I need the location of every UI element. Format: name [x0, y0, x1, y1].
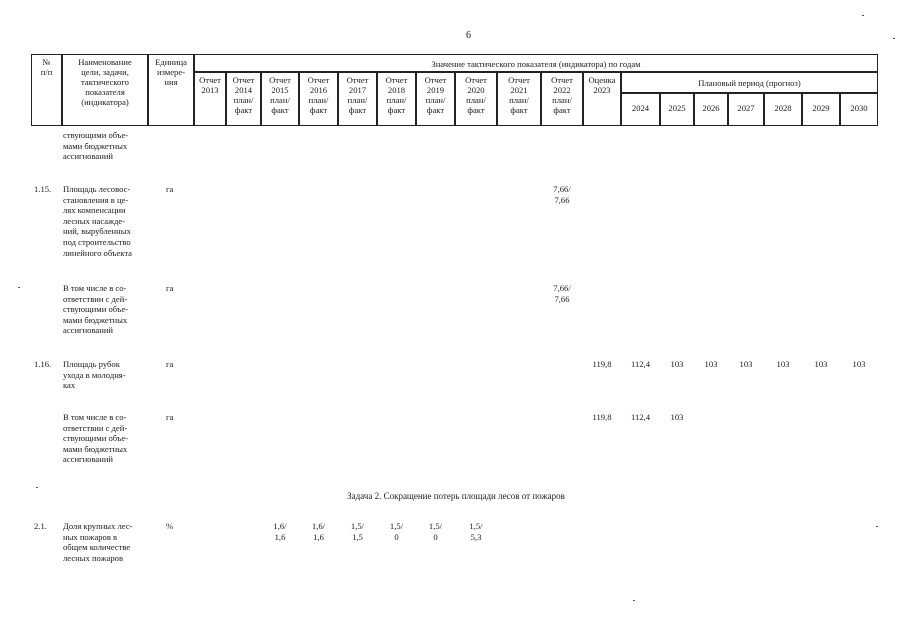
- header-report-2020: Отчет 2020 план/ факт: [455, 72, 497, 126]
- header-plan-2027: 2027: [728, 93, 764, 126]
- header-plan-2028: 2028: [764, 93, 802, 126]
- row-value-2017: 1,5/ 1,5: [350, 521, 365, 542]
- row-number: 1.16.: [34, 359, 52, 369]
- row-value-2025: 103: [670, 412, 684, 422]
- header-report-2022: Отчет 2022 план/ факт: [541, 72, 583, 126]
- header-report-2015: Отчет 2015 план/ факт: [261, 72, 299, 126]
- row-name: Площадь рубок ухода в молодня- ках: [63, 359, 126, 391]
- row-value-2018: 1,5/ 0: [389, 521, 404, 542]
- header-report-2021: Отчет 2021 план/ факт: [497, 72, 541, 126]
- row-value-2015: 1,6/ 1,6: [273, 521, 287, 542]
- row-name: Площадь лесовос- становления в це- лях компенсации лесных насажде- ний, вырубленных под строительство линейного объекта: [63, 184, 133, 258]
- header-report-2016: Отчет 2016 план/ факт: [299, 72, 338, 126]
- header-report-2013: Отчет 2013: [194, 72, 226, 126]
- scan-speck: [876, 526, 878, 527]
- scan-speck: [36, 487, 38, 488]
- row-unit: га: [166, 283, 174, 293]
- header-plan-2029: 2029: [802, 93, 840, 126]
- page-number: 6: [466, 30, 471, 41]
- header-col-unit: Единица измере- ния: [148, 54, 194, 126]
- row-unit: га: [166, 359, 174, 369]
- header-estimate-2023: Оценка 2023: [583, 72, 621, 126]
- row-name: ствующими объе- мами бюджетных ассигнований: [63, 130, 129, 162]
- row-value-2026: 103: [704, 359, 718, 369]
- row-number: 2.1.: [34, 521, 47, 531]
- header-report-2018: Отчет 2018 план/ факт: [377, 72, 416, 126]
- row-value-2025: 103: [670, 359, 684, 369]
- row-value-2023: 119,8: [592, 412, 612, 422]
- row-value-2022: 7,66/ 7,66: [553, 184, 571, 205]
- header-report-2019: Отчет 2019 план/ факт: [416, 72, 455, 126]
- task-title: Задача 2. Сокращение потерь площади лесов от пожаров: [347, 491, 565, 501]
- header-report-2017: Отчет 2017 план/ факт: [338, 72, 377, 126]
- row-value-2030: 103: [852, 359, 866, 369]
- header-col-number: № п/п: [31, 54, 62, 126]
- row-name: В том числе в со- ответствии с дей- ствующими объе- мами бюджетных ассигнований: [63, 412, 129, 465]
- scan-speck: [18, 287, 20, 288]
- row-value-2023: 119,8: [592, 359, 612, 369]
- row-unit: га: [166, 184, 174, 194]
- scan-speck: [862, 15, 864, 16]
- row-value-2029: 103: [814, 359, 828, 369]
- header-plan-title: Плановый период (прогноз): [621, 72, 878, 93]
- row-number: 1.15.: [34, 184, 52, 194]
- row-value-2020: 1,5/ 5,3: [469, 521, 483, 542]
- row-value-2024: 112,4: [630, 359, 651, 369]
- row-unit: га: [166, 412, 174, 422]
- row-name: Доля крупных лес- ных пожаров в общем количестве лесных пожаров: [63, 521, 133, 563]
- row-value-2022: 7,66/ 7,66: [553, 283, 571, 304]
- row-value-2027: 103: [739, 359, 753, 369]
- row-value-2016: 1,6/ 1,6: [311, 521, 326, 542]
- row-value-2019: 1,5/ 0: [428, 521, 443, 542]
- row-name: В том числе в со- ответствии с дей- ствующими объе- мами бюджетных ассигнований: [63, 283, 129, 336]
- row-value-2024: 112,4: [630, 412, 651, 422]
- header-plan-2030: 2030: [840, 93, 878, 126]
- header-plan-2024: 2024: [621, 93, 660, 126]
- row-unit: %: [166, 521, 174, 531]
- scan-speck: [893, 38, 895, 39]
- header-group-title: Значение тактического показателя (индикатора) по годам: [194, 54, 878, 72]
- header-col-name: Наименование цели, задачи, тактического показателя (индикатора): [62, 54, 148, 126]
- row-value-2028: 103: [776, 359, 790, 369]
- header-report-2014: Отчет 2014 план/ факт: [226, 72, 261, 126]
- header-plan-2025: 2025: [660, 93, 694, 126]
- header-plan-2026: 2026: [694, 93, 728, 126]
- scan-speck: [633, 600, 635, 601]
